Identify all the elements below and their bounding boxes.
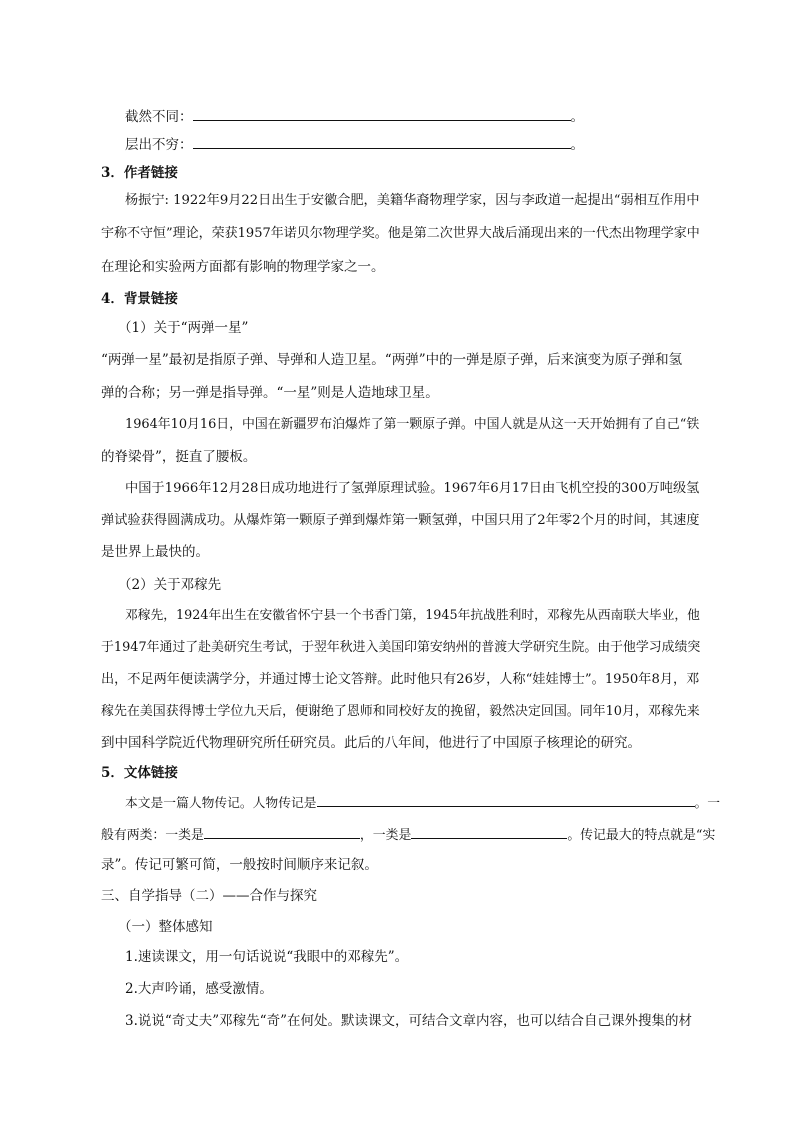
text-segment: 。传记最大的特点就是“实 xyxy=(567,828,716,843)
section-heading: 3．作者链接 xyxy=(101,165,178,181)
paragraph-line: 录”。传记可繁可简，一般按时间顺序来记叙。 xyxy=(101,857,378,873)
fill-in-item-1 xyxy=(125,106,584,126)
fill-in-end: 。 xyxy=(570,109,584,125)
paragraph-line: 中国于1966年12月28日成功地进行了氢弹原理试验。1967年6月17日由飞机空投的300万吨级氢 xyxy=(125,481,700,496)
paragraph-line: 弹的合称；另一弹是指导弹。“一星”则是人造地球卫星。 xyxy=(101,385,439,401)
paragraph-line: 杨振宁: 1922年9月22日出生于安徽合肥，美籍华裔物理学家，因与李政道一起提出“弱相互作用中 xyxy=(125,193,700,208)
answer-blank[interactable] xyxy=(317,792,695,807)
paragraph-line: 的脊梁骨”，挺直了腰板。 xyxy=(101,449,257,465)
text-segment: ，一类是 xyxy=(359,828,412,843)
answer-blank[interactable] xyxy=(193,134,571,149)
text-segment: 般有两类：一类是 xyxy=(101,828,204,843)
paragraph-line: 稼先在美国获得博士学位九天后，便谢绝了恩师和同校好友的挽留，毅然决定回国。同年10月，邓稼先来 xyxy=(101,704,700,719)
text-segment: 本文是一篇人物传记。人物传记是 xyxy=(125,796,317,811)
section-heading: 5．文体链接 xyxy=(101,765,178,781)
question-item: 3.说说“奇丈夫”邓稼先“奇”在何处。默读课文，可结合文章内容，也可以结合自己课外搜集的材 xyxy=(125,1013,692,1029)
answer-blank[interactable] xyxy=(193,106,571,121)
fill-in-line xyxy=(125,792,720,812)
paragraph-line: “两弹一星”最初是指原子弹、导弹和人造卫星。“两弹”中的一弹是原子弹，后来演变为原子弹和氢 xyxy=(101,352,683,368)
paragraph-line: 1964年10月16日，中国在新疆罗布泊爆炸了第一颗原子弹。中国人就是从这一天开始拥有了自己“铁 xyxy=(125,417,700,432)
subheading: （1）关于“两弹一星” xyxy=(118,320,249,336)
paragraph-line: 于1947年通过了赴美研究生考试，于翌年秋进入美国印第安纳州的普渡大学研究生院。由于他学习成绩突 xyxy=(101,640,701,655)
paragraph-line: 在理论和实验两方面都有影响的物理学家之一。 xyxy=(101,259,385,275)
paragraph-line: 是世界上最快的。 xyxy=(101,544,209,560)
answer-blank[interactable] xyxy=(411,824,567,839)
fill-in-line xyxy=(101,824,715,844)
paragraph-line: 宇称不守恒”理论，荣获1957年诺贝尔物理学奖。他是第二次世界大战后涌现出来的一代杰出物理学家中 xyxy=(101,226,700,241)
question-item: 2.大声吟诵，感受激情。 xyxy=(125,981,273,997)
paragraph-line: 出，不足两年便读满学分，并通过博士论文答辩。此时他只有26岁，人称“娃娃博士”。1950年8月，邓 xyxy=(101,672,700,687)
fill-in-item-2 xyxy=(125,134,584,154)
part-heading: 三、自学指导（二）——合作与探究 xyxy=(101,888,317,904)
answer-blank[interactable] xyxy=(204,824,360,839)
subheading: （2）关于邓稼先 xyxy=(118,577,222,593)
paragraph-line: 弹试验获得圆满成功。从爆炸第一颗原子弹到爆炸第一颗氢弹，中国只用了2年零2个月的时间，其速度 xyxy=(101,513,700,528)
fill-in-end: 。 xyxy=(570,137,584,153)
fill-in-label: 层出不穷： xyxy=(125,137,193,153)
question-item: 1.速读课文，用一句话说说“我眼中的邓稼先”。 xyxy=(125,949,409,965)
section-heading: 4．背景链接 xyxy=(101,291,178,307)
paragraph-line: 邓稼先，1924年出生在安徽省怀宁县一个书香门第，1945年抗战胜利时，邓稼先从西南联大毕业，他 xyxy=(125,608,700,623)
text-segment: 。一 xyxy=(694,796,721,811)
subheading: （一）整体感知 xyxy=(118,919,213,935)
fill-in-label: 截然不同： xyxy=(125,109,193,125)
paragraph-line: 到中国科学院近代物理研究所任研究员。此后的八年间，他进行了中国原子核理论的研究。 xyxy=(101,735,641,751)
